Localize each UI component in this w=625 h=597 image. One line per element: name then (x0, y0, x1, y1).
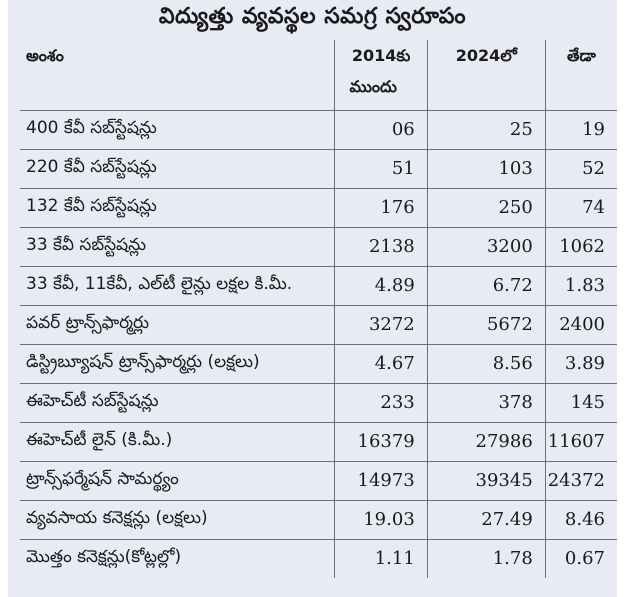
row-before-2014: 4.89 (335, 266, 427, 305)
row-before-2014: 16379 (335, 422, 427, 461)
row-in-2024: 1.78 (427, 539, 545, 578)
row-in-2024: 8.56 (427, 344, 545, 383)
table-row (20, 149, 617, 188)
row-before-2014: 14973 (335, 461, 427, 500)
row-difference: 3.89 (545, 344, 617, 383)
row-in-2024: 103 (427, 149, 545, 188)
row-difference: 74 (545, 188, 617, 227)
table-row (20, 422, 617, 461)
header-before-2014 (335, 40, 427, 110)
row-difference: 11607 (545, 422, 617, 461)
row-item-label: పవర్ ట్రాన్స్‌ఫార్మర్లు (20, 305, 335, 344)
table-row (20, 266, 617, 305)
row-difference: 145 (545, 383, 617, 422)
row-difference: 1062 (545, 227, 617, 266)
table-row (20, 344, 617, 383)
table-row (20, 461, 617, 500)
row-difference: 19 (545, 110, 617, 149)
row-item-label: 220 కేవీ సబ్‌స్టేషన్లు (20, 149, 335, 188)
row-item-label: ఈహెచ్‌టీ సబ్‌స్టేషన్లు (20, 383, 335, 422)
row-before-2014: 3272 (335, 305, 427, 344)
header-item: అంశం (26, 46, 64, 65)
header-before-2014-line2: ముందు (349, 77, 397, 96)
row-before-2014: 4.67 (335, 344, 427, 383)
row-before-2014: 233 (335, 383, 427, 422)
row-before-2014: 1.11 (335, 539, 427, 578)
table-row (20, 305, 617, 344)
row-before-2014: 2138 (335, 227, 427, 266)
row-in-2024: 6.72 (427, 266, 545, 305)
row-difference: 52 (545, 149, 617, 188)
row-in-2024: 5672 (427, 305, 545, 344)
table-row (20, 110, 617, 149)
power-systems-table (20, 40, 617, 578)
row-before-2014: 06 (335, 110, 427, 149)
row-difference: 1.83 (545, 266, 617, 305)
row-item-label: వ్యవసాయ కనెక్షన్లు (లక్షలు) (20, 500, 335, 539)
row-in-2024: 250 (427, 188, 545, 227)
table-row (20, 500, 617, 539)
table-panel (8, 0, 617, 597)
row-in-2024: 39345 (427, 461, 545, 500)
row-item-label: 132 కేవీ సబ్‌స్టేషన్లు (20, 188, 335, 227)
row-item-label: ఈహెచ్‌టీ లైన్ (కి.మీ.) (20, 422, 335, 461)
row-before-2014: 19.03 (335, 500, 427, 539)
row-difference: 0.67 (545, 539, 617, 578)
row-difference: 8.46 (545, 500, 617, 539)
row-difference: 2400 (545, 305, 617, 344)
row-in-2024: 378 (427, 383, 545, 422)
table-row (20, 539, 617, 578)
table-row (20, 188, 617, 227)
table-row (20, 383, 617, 422)
row-before-2014: 51 (335, 149, 427, 188)
table-row (20, 227, 617, 266)
row-in-2024: 27.49 (427, 500, 545, 539)
row-item-label: 33 కేవీ సబ్‌స్టేషన్లు (20, 227, 335, 266)
header-2024: 2024లో (427, 40, 545, 110)
row-item-label: మొత్తం కనెక్షన్లు(కోట్లల్లో) (20, 539, 335, 578)
header-diff: తేడా (545, 40, 617, 110)
row-item-label: 400 కేవీ సబ్‌స్టేషన్లు (20, 110, 335, 149)
row-in-2024: 25 (427, 110, 545, 149)
row-item-label: 33 కేవీ, 11కేవీ, ఎల్‌టీ లైన్లు లక్షల కి.మీ. (20, 266, 335, 305)
table-title: విద్యుత్తు వ్యవస్థల సమగ్ర స్వరూపం (158, 4, 467, 29)
row-item-label: డిస్ట్రిబ్యూషన్ ట్రాన్స్‌ఫార్మర్లు (లక్షలు) (20, 344, 335, 383)
header-before-2014-line1: 2014కు (351, 46, 411, 65)
header-row (20, 40, 617, 110)
row-in-2024: 27986 (427, 422, 545, 461)
row-item-label: ట్రాన్స్‌ఫర్మేషన్ సామర్థ్యం (20, 461, 335, 500)
row-before-2014: 176 (335, 188, 427, 227)
row-in-2024: 3200 (427, 227, 545, 266)
table-body (20, 110, 617, 578)
row-difference: 24372 (545, 461, 617, 500)
